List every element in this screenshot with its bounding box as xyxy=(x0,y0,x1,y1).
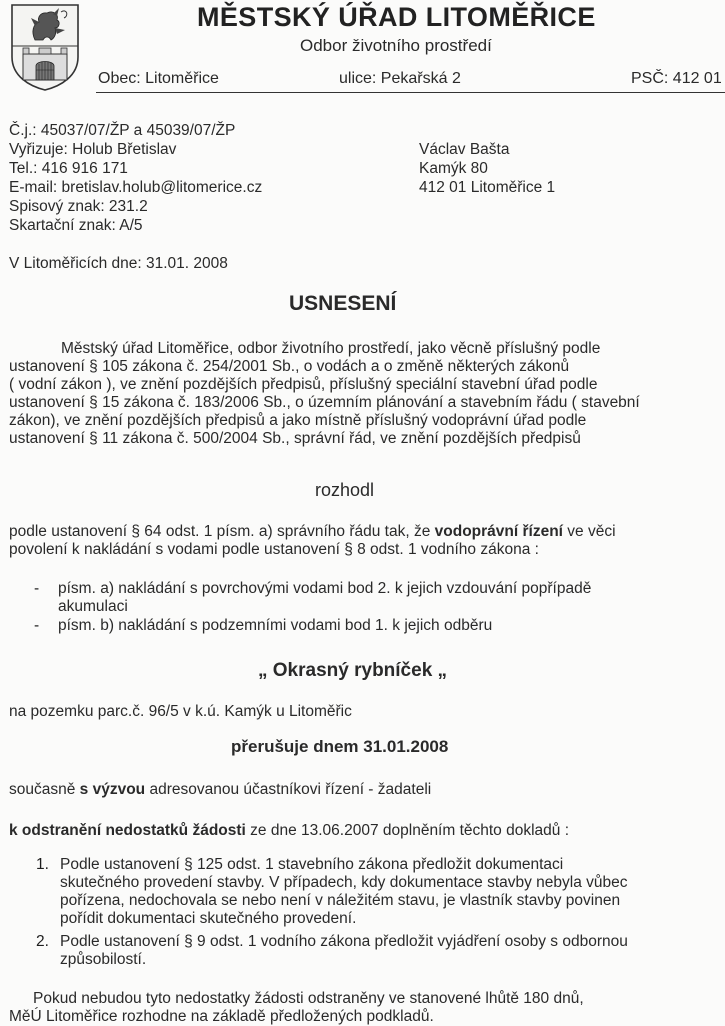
removal-line xyxy=(9,822,569,840)
dash-marker: - xyxy=(34,580,40,597)
issue-date: V Litoměřicích dne: 31.01. 2008 xyxy=(9,255,228,272)
challenge-text: současně xyxy=(9,781,80,798)
closing-line: MěÚ Litoměřice rozhodne na základě předložených podkladů. xyxy=(9,1008,434,1025)
numbered-item-line: skutečného provedení stavby. V případech, kdy dokumentace stavby nebyla vůbec xyxy=(60,874,628,891)
challenge-bold: s výzvou xyxy=(79,781,146,798)
numbered-item-line: pořídit dokumentaci skutečného provedení. xyxy=(60,910,357,927)
decision-text: povolení k nakládání s vodami podle ustanovení § 8 odst. 1 vodního zákona : xyxy=(9,541,539,558)
decision-paragraph xyxy=(9,523,616,559)
decided-heading: rozhodl xyxy=(315,480,375,500)
list-number: 2. xyxy=(36,933,49,950)
removal-bold: k odstranění nedostatků žádosti xyxy=(9,822,246,839)
intro-paragraph xyxy=(9,340,640,448)
intro-line: Městský úřad Litoměřice, odbor životního prostředí, jako věcně příslušný podle xyxy=(61,340,601,357)
header-postcode: PSČ: 412 01 xyxy=(631,70,722,87)
recipient-city: 412 01 Litoměřice 1 xyxy=(419,179,556,196)
challenge-text: adresovanou účastníkovi řízení - žadateli xyxy=(145,781,432,798)
document-title: USNESENÍ xyxy=(289,292,397,315)
decision-text: ve věci xyxy=(563,523,616,540)
recipient-street: Kamýk 80 xyxy=(419,160,488,177)
list-item-line: písm. b) nakládání s podzemními vodami bod 1. k jejich odběru xyxy=(58,617,493,634)
file-code: Spisový znak: 231.2 xyxy=(9,198,148,215)
closing-paragraph xyxy=(9,990,584,1026)
numbered-item-line: Podle ustanovení § 9 odst. 1 vodního zákona předložit vyjádření osoby s odbornou xyxy=(60,933,628,950)
recipient-name: Václav Bašta xyxy=(419,141,510,158)
list-item-line: písm. a) nakládání s povrchovými vodami bod 2. k jejich vzdouvání popřípadě xyxy=(58,580,592,597)
list-item xyxy=(58,580,591,616)
parcel-line: na pozemku parc.č. 96/5 v k.ú. Kamýk u Litoměřic xyxy=(9,703,352,720)
closing-line: Pokud nebudou tyto nedostatky žádosti odstraněny ve stanovené lhůtě 180 dnů, xyxy=(33,990,584,1007)
shredding-code: Skartační znak: A/5 xyxy=(9,217,143,234)
intro-line: ustanovení § 11 zákona č. 500/2004 Sb., správní řád, ve znění pozdějších předpisů xyxy=(9,430,581,447)
decision-text: podle ustanovení § 64 odst. 1 písm. a) správního řádu tak, že xyxy=(9,523,435,540)
header-street: ulice: Pekařská 2 xyxy=(339,70,461,87)
handled-by: Vyřizuje: Holub Břetislav xyxy=(9,141,177,158)
header-divider xyxy=(96,92,725,93)
department-name: Odbor životního prostředí xyxy=(300,36,492,55)
list-number: 1. xyxy=(36,856,49,873)
numbered-item-line: Podle ustanovení § 125 odst. 1 stavebního zákona předložit dokumentaci xyxy=(60,856,564,873)
decision-bold: vodoprávní řízení xyxy=(434,523,563,540)
intro-line: zákon), ve znění pozdějších předpisů a jako místně příslušný vodoprávní úřad podle xyxy=(9,412,587,429)
pond-name: „ Okrasný rybníček „ xyxy=(258,660,448,681)
numbered-item-line: pořízena, nedochovala se nebo není v náležitém stavu, je vlastník stavby povinen xyxy=(60,892,621,909)
intro-line: ustanovení § 15 zákona č. 183/2006 Sb., o územním plánování a stavebním řádu ( stavební xyxy=(9,394,640,411)
intro-line: ( vodní zákon ), ve znění pozdějších předpisů, příslušný speciální stavební úřad podle xyxy=(9,376,598,393)
interruption-statement: přerušuje dnem 31.01.2008 xyxy=(231,737,449,756)
numbered-item xyxy=(60,856,628,928)
office-title: MĚSTSKÝ ÚŘAD LITOMĚŘICE xyxy=(197,2,596,32)
city-coat-of-arms-icon xyxy=(9,2,81,92)
email: E-mail: bretislav.holub@litomerice.cz xyxy=(9,179,263,196)
reference-number: Č.j.: 45037/07/ŽP a 45039/07/ŽP xyxy=(9,122,236,139)
list-item xyxy=(58,617,492,635)
dash-marker: - xyxy=(34,617,40,634)
numbered-item-line: způsobilostí. xyxy=(60,951,147,968)
phone: Tel.: 416 916 171 xyxy=(9,160,128,177)
list-item-line: akumulaci xyxy=(58,598,128,615)
removal-text: ze dne 13.06.2007 doplněním těchto dokladů : xyxy=(245,822,570,839)
numbered-item xyxy=(60,933,628,969)
intro-line: ustanovení § 105 zákona č. 254/2001 Sb., o vodách a o změně některých zákonů xyxy=(9,358,570,375)
challenge-line xyxy=(9,781,431,799)
header-obec: Obec: Litoměřice xyxy=(98,70,219,87)
